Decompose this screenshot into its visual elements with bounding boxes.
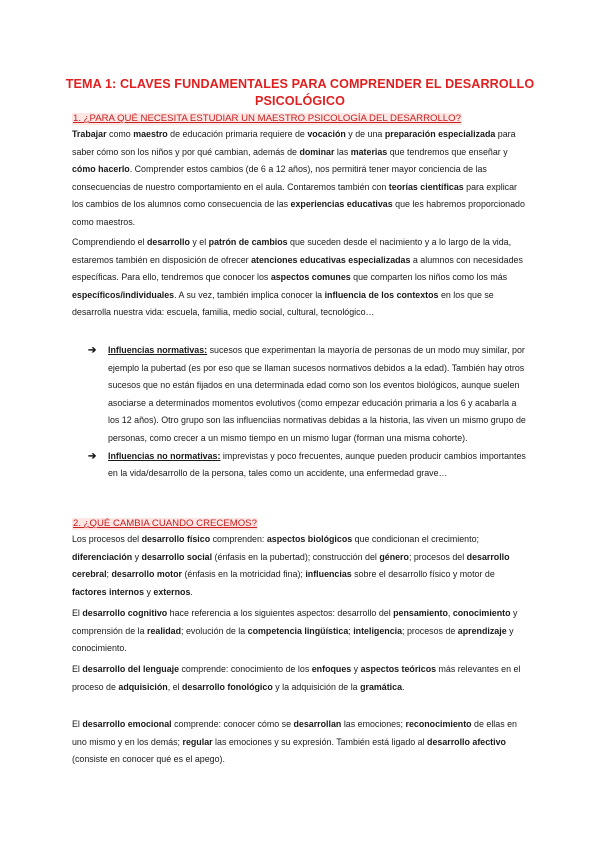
- text-run: .: [190, 586, 193, 597]
- text-run: .: [402, 681, 405, 692]
- text-run: las emociones y su expresión. También está ligado al: [212, 736, 428, 747]
- bold-text: factores internos: [72, 586, 145, 597]
- paragraph-1: [72, 126, 530, 232]
- bullet-label-normative: Influencias normativas:: [108, 345, 208, 355]
- text-run: (énfasis en la motricidad fina);: [182, 569, 306, 580]
- bold-text: gramática: [360, 681, 403, 692]
- bold-text: realidad: [147, 625, 182, 636]
- list-item-normative: [88, 342, 528, 448]
- text-run: para explicar los cambios de los alumnos como consecuencia de las: [72, 181, 517, 210]
- bold-text: adquisición: [118, 681, 168, 692]
- bold-text: desarrollo motor: [111, 569, 183, 580]
- bold-text: influencias: [305, 569, 352, 580]
- paragraph-emotional: [72, 716, 530, 769]
- bold-text: desarrollo cerebral: [72, 551, 510, 580]
- title-line-1: TEMA 1: CLAVES FUNDAMENTALES PARA COMPRENDER EL DESARROLLO: [65, 77, 535, 91]
- text-run: que les habremos proporcionado como maestros.: [72, 199, 525, 227]
- bold-text: enfoques: [311, 664, 352, 674]
- text-run: ;: [106, 569, 112, 580]
- bold-text: desarrollo fonológico: [182, 681, 273, 692]
- text-run: y: [144, 586, 154, 597]
- bold-text: aspectos comunes: [270, 272, 351, 283]
- document-title: [0, 76, 600, 110]
- bold-text: inteligencia: [353, 625, 403, 636]
- bullet-text-normative: sucesos que experimentan la mayoría de personas de un modo muy similar, por ejemplo la pubertad (es por eso que se llaman sucesos normativos debidos a la edad). También hay otros sucesos que no están fijados en una determinada edad como son los eventos biológicos, aunque suelen asociarse a determinados momentos evolutivos (como empezar educación primaria a los 6 y acabarla a los 12 años). Otro grupo son las influenciias normativas debidas a la historia, las viven un mismo grupo de personas, como crecer a un mismo tiempo en un mismo lugar (forman una misma cohorte).: [108, 345, 526, 443]
- text-run: más relevantes en el proceso de: [72, 664, 521, 692]
- bold-text: desarrollo físico: [141, 534, 211, 544]
- text-run: El: [72, 719, 83, 729]
- text-run: para saber cómo son los niños y por qué cambian, además de: [72, 129, 516, 157]
- bold-text: desarrollo: [147, 237, 190, 247]
- paragraph-physical: [72, 531, 530, 601]
- text-run: El: [72, 608, 83, 618]
- bold-text: influencia de los contextos: [324, 289, 439, 300]
- text-run: Comprendiendo el: [72, 237, 147, 247]
- bold-text: competencia lingüística: [247, 625, 349, 636]
- paragraph-language: [72, 661, 530, 696]
- text-run: como: [106, 129, 134, 139]
- bullet-text-non-normative: imprevistas y poco frecuentes, aunque pueden producir cambios importantes en la vida/desarrollo de la persona, tales como un accidente, una enfermedad grave…: [108, 450, 526, 479]
- text-run: Los procesos del: [72, 534, 142, 544]
- bold-text: reconocimiento: [405, 719, 472, 729]
- bold-text: desarrollo cognitivo: [82, 608, 168, 618]
- text-run: y: [132, 551, 142, 562]
- text-run: de educación primaria requiere de: [167, 129, 308, 139]
- bold-text: Trabajar: [72, 129, 107, 139]
- text-run: comprenden:: [210, 534, 267, 544]
- bullet-label-non-normative: Influencias no normativas:: [108, 450, 221, 461]
- influences-list: [88, 342, 528, 483]
- text-run: El: [72, 664, 83, 674]
- paragraph-cognitive: [72, 605, 530, 658]
- bold-text: regular: [182, 736, 213, 747]
- text-run: y el: [189, 237, 209, 247]
- text-run: (consiste en conocer qué es el apego).: [72, 754, 225, 765]
- text-run: y de una: [345, 129, 385, 139]
- text-run: comprende: conocer cómo se: [171, 719, 294, 729]
- list-item-non-normative: [88, 448, 528, 483]
- bold-text: género: [379, 551, 409, 562]
- bold-text: preparación especializada: [384, 129, 496, 139]
- bold-text: desarrollan: [293, 719, 342, 729]
- text-run: . A su vez, también implica conocer la: [174, 289, 325, 300]
- text-run: a alumnos con necesidades específicas. Para ello, tendremos que conocer los: [72, 254, 523, 283]
- text-run: y conocimiento.: [72, 625, 514, 654]
- text-run: que comparten los niños como los más: [350, 272, 508, 283]
- text-run: las: [334, 146, 351, 157]
- text-run: ,: [447, 608, 453, 618]
- bold-text: aprendizaje: [457, 625, 507, 636]
- bold-text: desarrollo afectivo: [427, 736, 506, 747]
- text-run: que condicionan el crecimiento;: [352, 534, 479, 544]
- bold-text: materias: [350, 146, 388, 157]
- arrow-icon: ➔: [88, 450, 97, 462]
- text-run: (énfasis en la pubertad); construcción del: [212, 551, 380, 562]
- bold-text: vocación: [307, 129, 346, 139]
- bold-text: específicos/individuales: [72, 289, 175, 300]
- paragraph-2: [72, 234, 530, 322]
- bold-text: cómo hacerlo: [72, 164, 130, 175]
- text-run: de ellas en uno mismo y en los demás;: [72, 719, 517, 747]
- text-run: y: [351, 664, 361, 674]
- section-2-heading: 2. ¿QUÉ CAMBIA CUANDO CRECEMOS?: [73, 518, 257, 529]
- arrow-icon: ➔: [88, 345, 97, 356]
- text-run: que suceden desde el nacimiento y a lo largo de la vida, estaremos también en disposición de ofrecer: [72, 237, 512, 265]
- bold-text: aspectos teóricos: [360, 664, 437, 674]
- text-run: ;: [348, 625, 354, 636]
- bold-text: conocimiento: [452, 608, 511, 618]
- title-line-2: PSICOLÓGICO: [255, 94, 345, 108]
- text-run: en los que se desarrolla nuestra vida: escuela, familia, medio social, cultural, tecnológico…: [72, 289, 494, 318]
- section-1-heading: 1. ¿PARA QUÉ NECESITA ESTUDIAR UN MAESTRO PSICOLOGÍA DEL DESARROLLO?: [73, 113, 461, 124]
- bold-text: externos: [153, 586, 191, 597]
- bold-text: experiencias educativas: [290, 199, 393, 210]
- text-run: ; evolución de la: [181, 625, 248, 636]
- bold-text: diferenciación: [72, 551, 133, 562]
- bold-text: maestro: [133, 129, 168, 139]
- bold-text: teorías científicas: [388, 181, 464, 192]
- text-run: ; procesos de: [402, 625, 458, 636]
- text-run: sobre el desarrollo físico y motor de: [351, 569, 495, 580]
- text-run: , el: [167, 681, 183, 692]
- bold-text: pensamiento: [393, 608, 448, 618]
- bold-text: desarrollo emocional: [82, 719, 172, 729]
- text-run: y la adquisición de la: [272, 681, 361, 692]
- text-run: hace referencia a los siguientes aspectos: desarrollo del: [167, 608, 394, 618]
- bold-text: desarrollo social: [141, 551, 213, 562]
- text-run: . Comprender estos cambios (de 6 a 12 años), nos permitirá tener mayor conciencia de las consecuencias de nuestro comportamiento en el aula. Contaremos también con: [72, 164, 487, 192]
- text-run: las emociones;: [341, 719, 406, 729]
- text-run: y comprensión de la: [72, 608, 518, 636]
- bold-text: aspectos biológicos: [266, 534, 353, 544]
- bold-text: patrón de cambios: [208, 237, 288, 247]
- bold-text: dominar: [299, 146, 335, 157]
- bold-text: atenciones educativas especializadas: [251, 254, 411, 265]
- text-run: comprende: conocimiento de los: [179, 664, 312, 674]
- text-run: que tendremos que enseñar y: [387, 146, 508, 157]
- bold-text: desarrollo del lenguaje: [82, 664, 180, 674]
- text-run: ; procesos del: [408, 551, 467, 562]
